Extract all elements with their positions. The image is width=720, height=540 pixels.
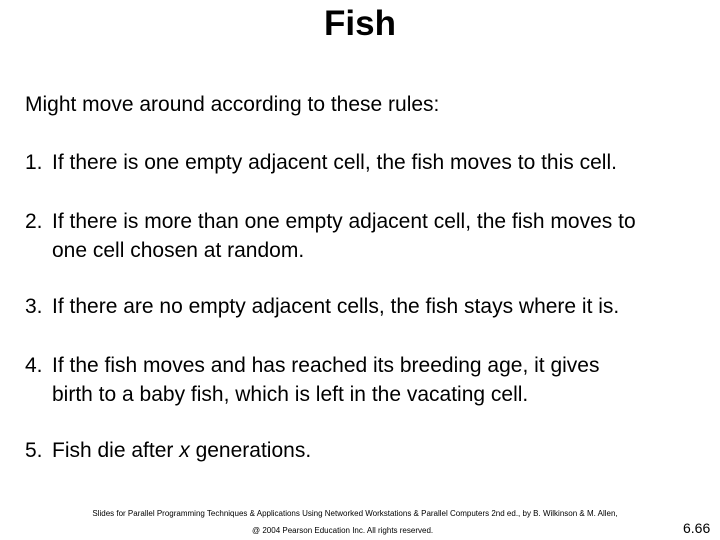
rule-variable: x: [179, 439, 190, 462]
rule-text-continued: birth to a baby fish, which is left in the vacating cell.: [52, 383, 529, 406]
intro-text: Might move around according to these rules:: [25, 93, 440, 116]
rule-text: If there is one empty adjacent cell, the fish moves to this cell.: [52, 151, 617, 174]
footer-credits-text: Slides for Parallel Programming Techniques & Applications Using Networked Workstations & Parallel Computers 2nd ed., by B. Wilkinson & M. Allen,: [92, 509, 618, 518]
rule-text: If the fish moves and has reached its breeding age, it gives: [52, 354, 600, 377]
footer-copyright: @ 2004 Pearson Education Inc. All rights reserved.: [252, 526, 434, 535]
rule-text: If there are no empty adjacent cells, the fish stays where it is.: [52, 295, 620, 318]
rule-3: [25, 292, 619, 321]
rule-number: 5.: [25, 439, 43, 462]
rule-text-continued: one cell chosen at random.: [52, 239, 305, 262]
rule-1: [25, 148, 617, 177]
slide-title: Fish: [324, 4, 396, 43]
rule-text-post: generations.: [189, 439, 312, 462]
rule-4: [25, 351, 600, 409]
rule-2: [25, 207, 636, 265]
rule-number: 1.: [25, 151, 43, 174]
rule-number: 2.: [25, 210, 43, 233]
rule-text: If there is more than one empty adjacent cell, the fish moves to: [52, 210, 636, 233]
rule-text-pre: Fish die after: [52, 439, 180, 462]
rule-5: [25, 436, 311, 465]
page-number: 6.66: [683, 520, 711, 536]
rule-number: 4.: [25, 354, 43, 377]
footer-credits: [0, 509, 720, 519]
rule-number: 3.: [25, 295, 43, 318]
